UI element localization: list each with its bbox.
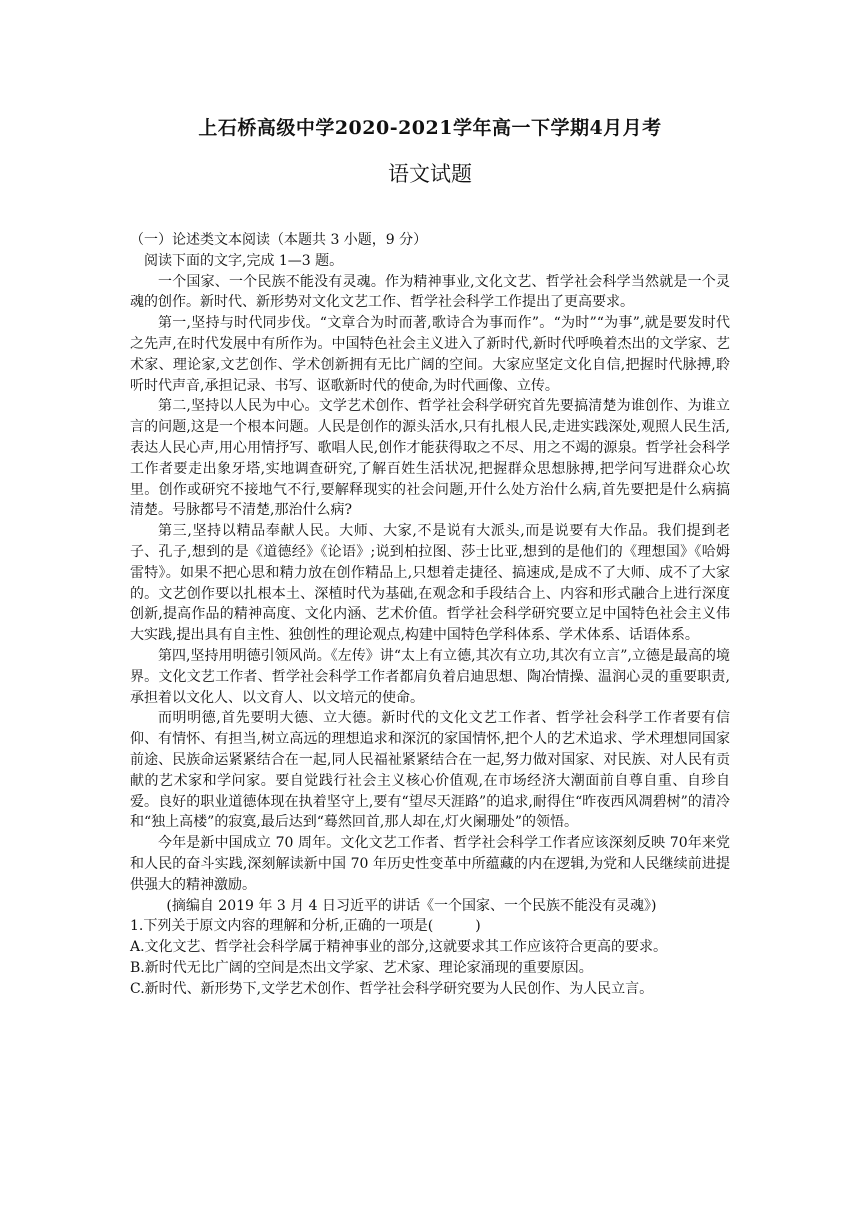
source-citation: (摘编自 2019 年 3 月 4 日习近平的讲话《一个国家、一个民族不能没有灵魂》) <box>166 897 657 914</box>
section-heading: （一）论述类文本阅读（本题共 3 小题，9 分） <box>130 232 428 248</box>
passage-paragraph: 一个国家、一个民族不能没有灵魂。作为精神事业,文化文艺、哲学社会科学当然就是一个灵魂的创作。新时代、新形势对文化文艺工作、哲学社会科学工作提出了更高要求。 <box>130 273 730 311</box>
passage-paragraph: 第四,坚持用明德引领风尚。《左传》讲“太上有立德,其次有立功,其次有立言”,立德是最高的境界。文化文艺工作者、哲学社会科学工作者都肩负着启迪思想、陶冶情操、温润心灵的重要职责,承担着以文化人、以文育人、以文培元的使命。 <box>130 647 730 706</box>
passage-paragraph: 而明明德,首先要明大德、立大德。新时代的文化文艺工作者、哲学社会科学工作者要有信仰、有情怀、有担当,树立高远的理想追求和深沉的家国情怀,把个人的艺术追求、学术理想同国家前途、民族命运紧紧结合在一起,同人民福祉紧紧结合在一起,努力做对国家、对民族、对人民有贡献的艺术家和学问家。要自觉践行社会主义核心价值观,在市场经济大潮面前自尊自重、自珍自爱。良好的职业道德体现在执着坚守上,要有“望尽天涯路”的追求,耐得住“昨夜西风凋碧树”的清冷和“独上高楼”的寂寞,最后达到“蓦然回首,那人却在,灯火阑珊处”的领悟。 <box>130 710 730 831</box>
exam-title: 上石桥高级中学2020-2021学年高一下学期4月月考 <box>198 117 662 139</box>
question-stem: 1.下列关于原文内容的理解和分析,正确的一项是( ) <box>130 918 481 935</box>
reading-instruction: 阅读下面的文字,完成 1—3 题。 <box>144 252 344 269</box>
answer-option-a: A.文化文艺、哲学社会科学属于精神事业的部分,这就要求其工作应该符合更高的要求。 <box>130 939 668 956</box>
passage-paragraph: 第三,坚持以精品奉献人民。大师、大家,不是说有大派头,而是说要有大作品。我们提到老子、孔子,想到的是《道德经》《论语》;说到柏拉图、莎士比亚,想到的是他们的《理想国》《哈姆雷特》。如果不把心思和精力放在创作精品上,只想着走捷径、搞速成,是成不了大师、成不了大家的。文艺创作要以扎根本土、深植时代为基础,在观念和手段结合上、内容和形式融合上进行深度创新,提高作品的精神高度、文化内涵、艺术价值。哲学社会科学研究要立足中国特色社会主义伟大实践,提出具有自主性、独创性的理论观点,构建中国特色学科体系、学术体系、话语体系。 <box>130 523 730 644</box>
exam-body <box>130 230 730 999</box>
exam-subtitle: 语文试题 <box>388 162 472 186</box>
passage-paragraph: 第二,坚持以人民为中心。文学艺术创作、哲学社会科学研究首先要搞清楚为谁创作、为谁立言的问题,这是一个根本问题。人民是创作的源头活水,只有扎根人民,走进实践深处,观照人民生活,表达人民心声,用心用情抒写、歌唱人民,创作才能获得取之不尽、用之不竭的源泉。哲学社会科学工作者要走出象牙塔,实地调查研究,了解百姓生活状况,把握群众思想脉搏,把学问写进群众心坎里。创作或研究不接地气不行,要解释现实的社会问题,开什么处方治什么病,首先要把是什么病搞清楚。号脉都号不清楚,那治什么病? <box>130 398 730 519</box>
answer-option-c: C.新时代、新形势下,文学艺术创作、哲学社会科学研究要为人民创作、为人民立言。 <box>130 980 654 997</box>
answer-option-b: B.新时代无比广阔的空间是杰出文学家、艺术家、理论家涌现的重要原因。 <box>130 959 593 976</box>
passage-paragraph: 今年是新中国成立 70 周年。文化文艺工作者、哲学社会科学工作者应该深刻反映 70年来党和人民的奋斗实践,深刻解读新中国 70 年历史性变革中所蕴藏的内在逻辑,为党和人民继续前进提供强大的精神激励。 <box>130 835 730 893</box>
passage-paragraph: 第一,坚持与时代同步伐。“文章合为时而著,歌诗合为事而作”。“为时”“为事”,就是要发时代之先声,在时代发展中有所作为。中国特色社会主义进入了新时代,新时代呼唤着杰出的文学家、艺术家、理论家,文艺创作、学术创新拥有无比广阔的空间。大家应坚定文化自信,把握时代脉搏,聆听时代声音,承担记录、书写、讴歌新时代的使命,为时代画像、立传。 <box>130 315 730 394</box>
